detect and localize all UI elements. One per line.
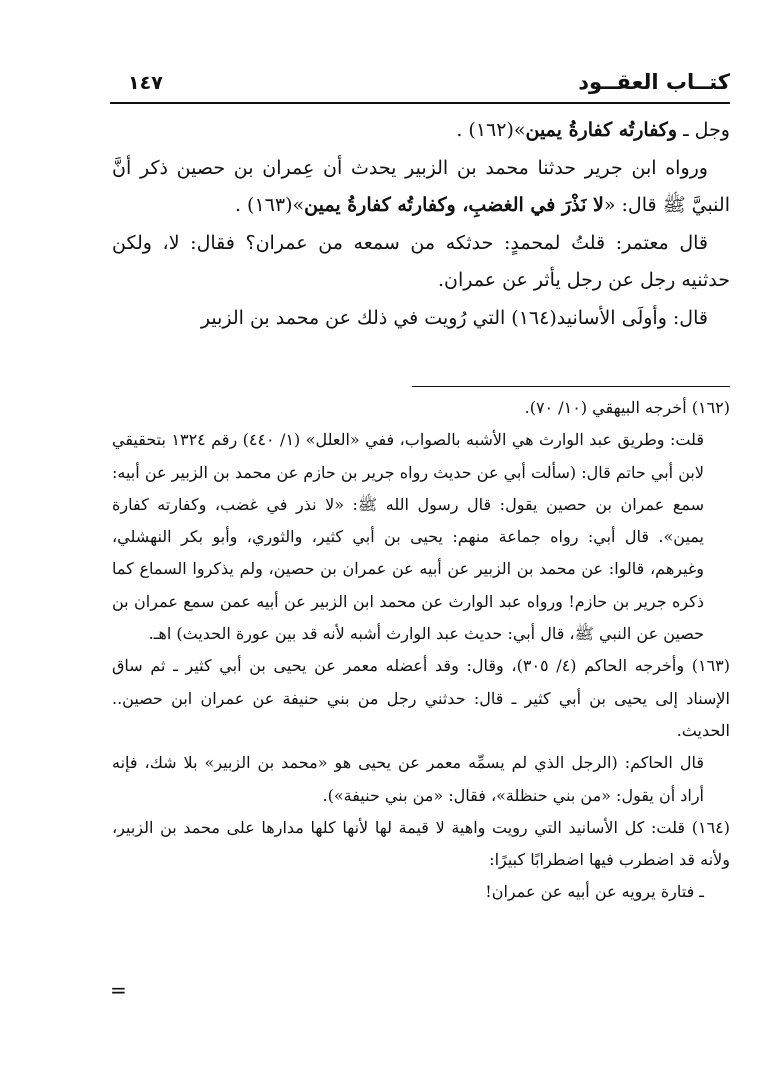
footnote-commentary: قلت: وطريق عبد الوارث هي الأشبه بالصواب، ففي «العلل» (١/ ٤٤٠) رقم ١٣٢٤ بتحقيقي لابن أبي حاتم قال: (سألت أبي عن حديث رواه جرير بن حازم عن محمد بن الزبير عن أبيه: سمع عمران بن حصين يقول: قال رسول الله ﷺ: «لا نذر في غضب، وكفارته كفارة يمين». قال أبي: رواه جماعة منهم: يحيى بن أبي كثير، والثوري، وأبو بكر النهشلي، وغيرهم، قالوا: عن محمد بن الزبير عن أبيه عن عمران بن حصين، ولم يذكروا السماع كما ذكره جرير بن حازم! ورواه عبد الوارث عن محمد ابن الزبير عن أبيه عمن سمع عمران بن حصين عن النبي ﷺ، قال أبي: حديث عبد الوارث أشبه لأنه قد بين عورة الحديث) اهـ. [112,430,704,644]
footnote-commentary: قال الحاكم: (الرجل الذي لم يسمِّه معمر عن يحيى هو «محمد بن الزبير» بلا شك، فإنه أراد أن يقول: «من بني حنظلة»، فقال: «من بني حنيفة»). [112,753,704,805]
page-number: ١٤٧ [128,72,163,94]
running-header [110,66,730,104]
main-text [112,112,730,337]
book-title: كتــاب العقــود [578,70,730,94]
footnote-separator [412,386,730,387]
paragraph: قال معتمر: قلتُ لمحمدٍ: حدثكه من سمعه من عمران؟ فقال: لا، ولكن حدثنيه رجل عن رجل يأثر عن عمران. [112,231,730,291]
footnote-commentary: ـ فتارة يرويه عن أبيه عن عمران! [485,882,704,902]
continuation-mark: = [110,978,127,1002]
footnote: (١٦٣) وأخرجه الحاكم (٤/ ٣٠٥)، وقال: وقد أعضله معمر عن يحيى بن أبي كثير ـ ثم ساق الإسناد إلى يحيى بن أبي كثير ـ قال: حدثني رجل من بني حنيفة عن عمران ابن حصين.. الحديث. [112,656,730,740]
paragraph: ورواه ابن جرير حدثنا محمد بن الزبير يحدث أن عِمران بن حصين ذكر أنَّ النبيَّ ﷺ قال: «لا نَذْرَ في الغضبِ، وكفارتُه كفارةُ يمين»(١٦٣) . [112,156,730,216]
footnote: (١٦٢) أخرجه البيهقي (١٠/ ٧٠). [524,398,730,417]
footnote: (١٦٤) قلت: كل الأسانيد التي رويت واهية لا قيمة لها لأنها كلها مدارها على محمد بن الزبير، ولأنه قد اضطرب فيها اضطرابًا كبيرًا: [112,817,730,870]
paragraph: وجل ـ وكفارتُه كفارةُ يمين»(١٦٢) . [456,119,730,141]
footnotes [112,392,730,909]
paragraph: قال: وأولَى الأسانيد(١٦٤) التي رُويت في ذلك عن محمد بن الزبير [200,306,708,329]
